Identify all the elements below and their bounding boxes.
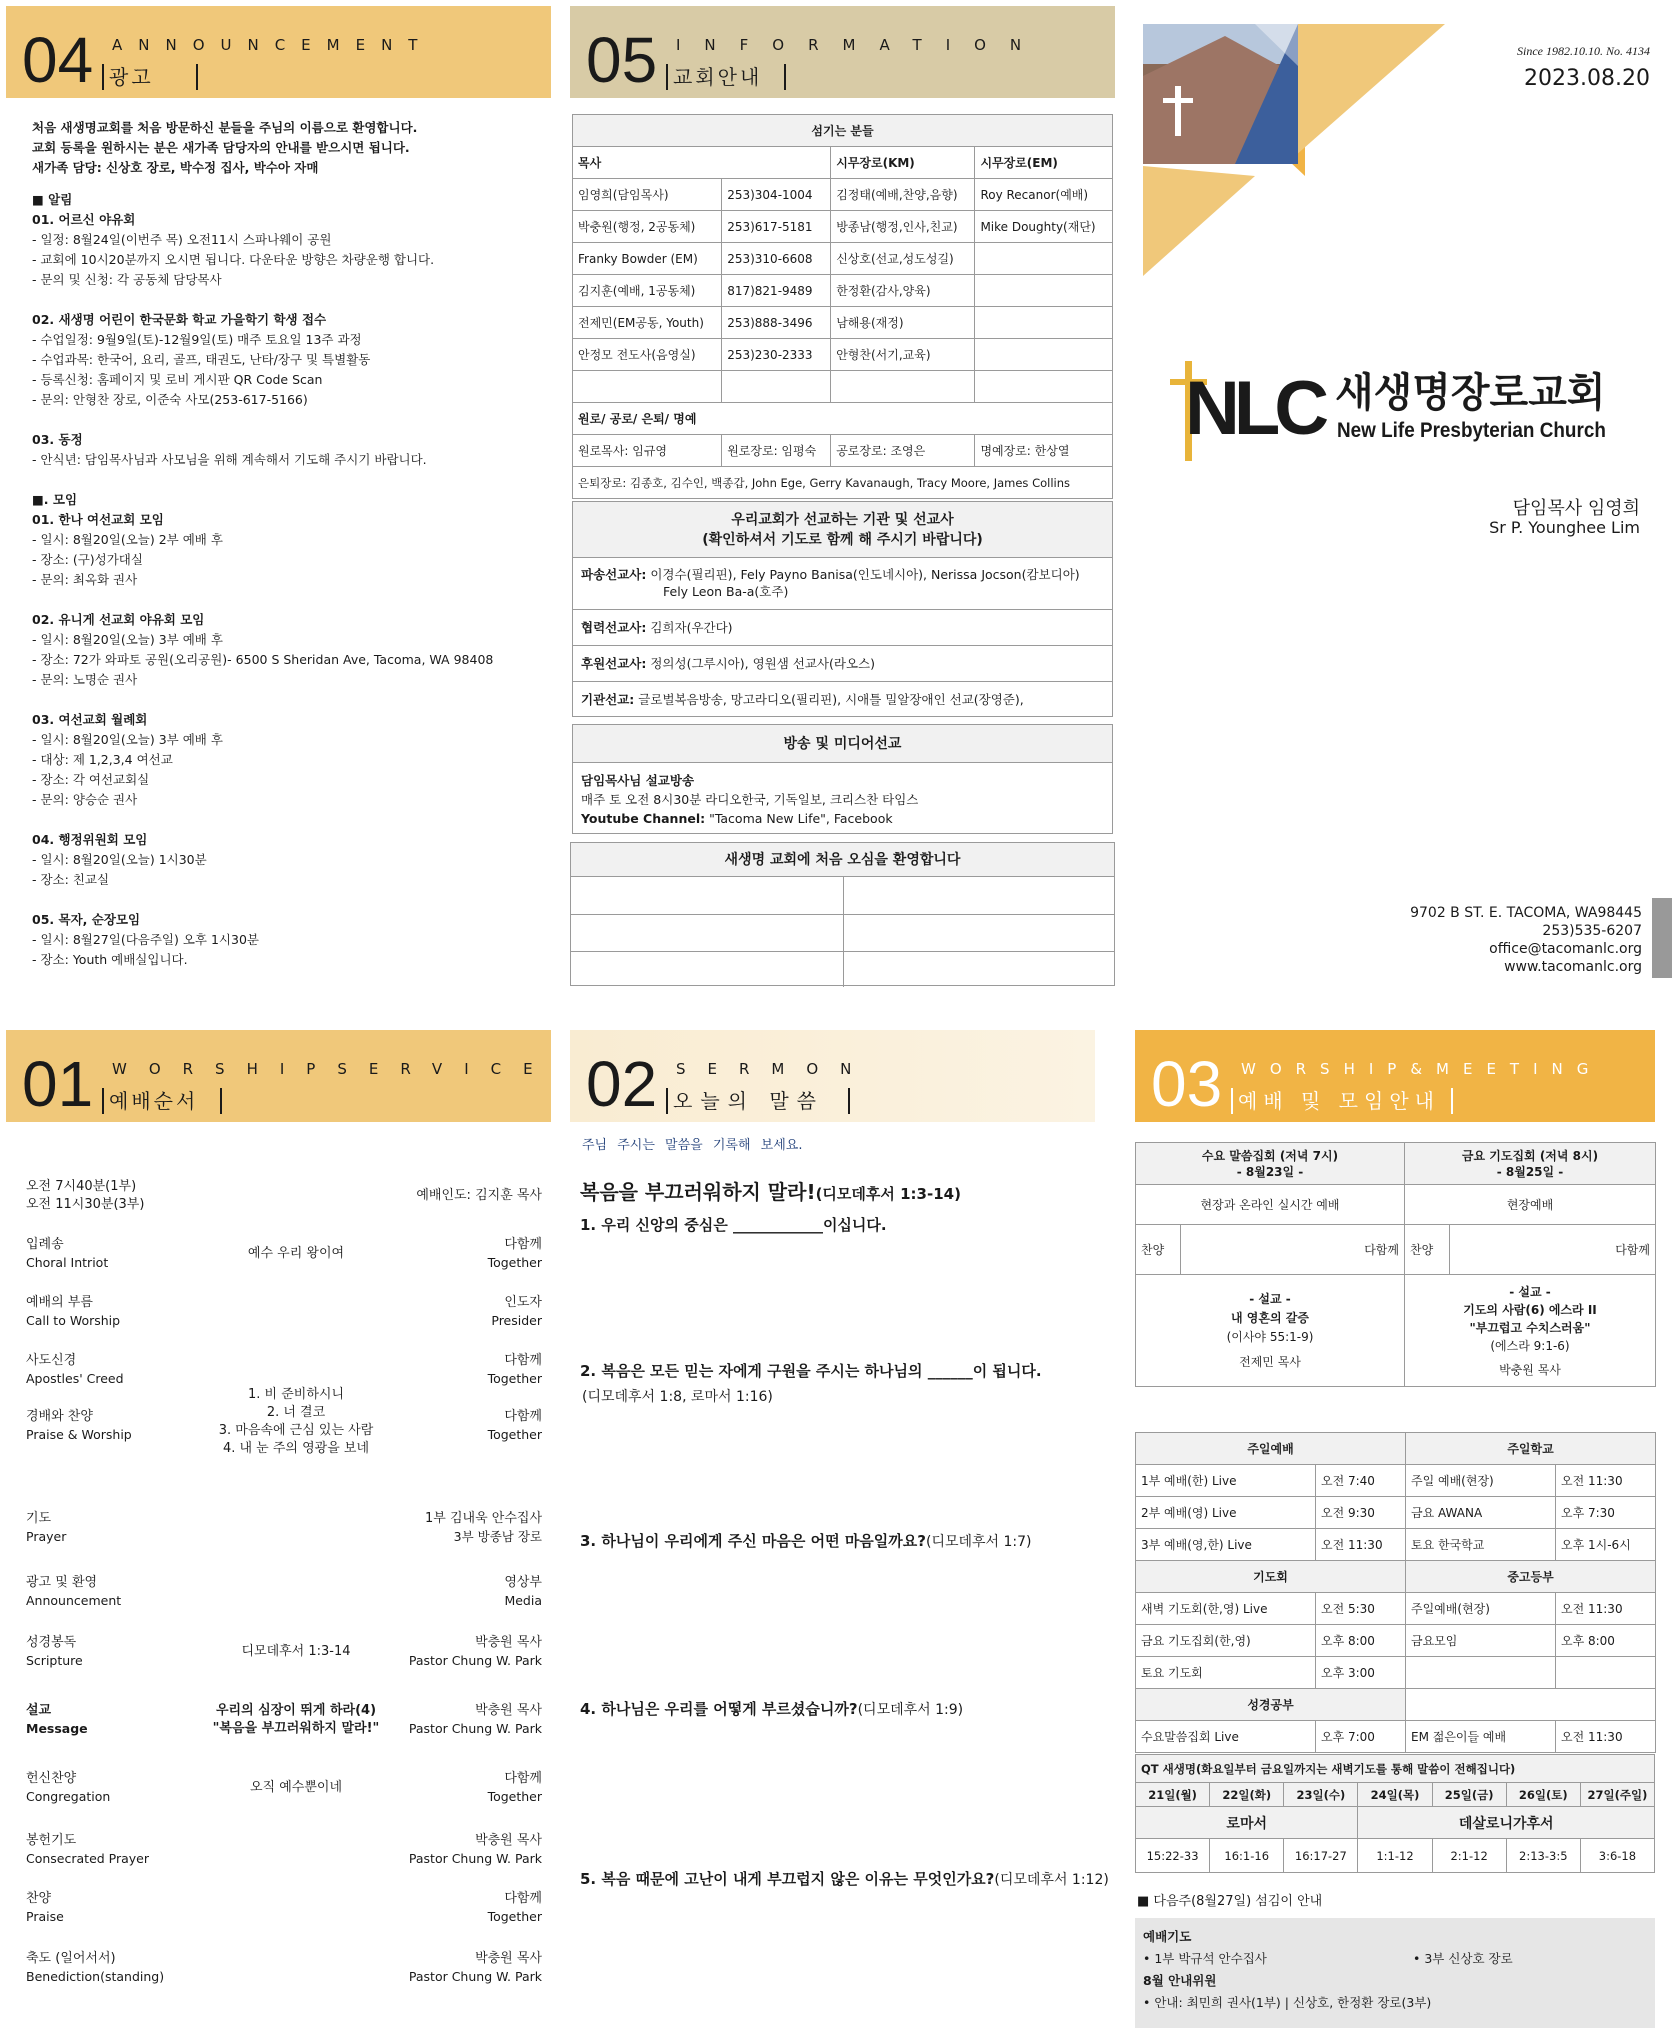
section-kor-title: 예배순서	[109, 1089, 199, 1113]
section-number: 03	[1151, 1048, 1223, 1120]
bulletin-date: 2023.08.20	[1524, 66, 1650, 91]
church-address: 9702 B ST. E. TACOMA, WA98445 253)535-6207 office@tacomanlc.org www.tacomanlc.org	[1410, 905, 1642, 975]
sermon-question: 2. 복음은 모든 믿는 자에게 구원을 주시는 하나님의 ______이 됩니다.	[580, 1362, 1042, 1380]
servants-box: 예배기도 • 1부 박규석 안수집사 • 3부 신상호 장로 8월 안내위원 • 안내: 최민희 권사(1부) | 신상호, 한정환 장로(3부)	[1135, 1918, 1655, 2028]
section-kor-title: 예배 및 모임안내	[1238, 1089, 1440, 1113]
table-row: 새벽 기도회(한,영) Live 오전 5:30 주일예배(현장) 오전 11:30	[1136, 1593, 1656, 1625]
welcome-title: 새생명 교회에 처음 오심을 환영합니다	[571, 843, 1114, 877]
section-eng-title: INFORMATION	[676, 36, 1046, 54]
intro-line: 처음 새생명교회를 처음 방문하신 분들을 주님의 이름으로 환영합니다.	[32, 120, 418, 135]
meetings-panel	[1135, 1030, 1655, 2040]
meetings-header	[1135, 1030, 1655, 1122]
notice-item: 01. 어르신 야유회 - 일정: 8월24일(이번주 목) 오전11시 스파나웨이 공원 - 교회에 10시20분까지 오시면 됩니다. 다운타운 방향은 차량운행 합니다. - 문의 및 신청: 각 공동체 담당목사	[32, 212, 435, 287]
intro-line: 새가족 담당: 신상호 장로, 박수정 집사, 박수아 자매	[32, 160, 319, 175]
meeting-item: 04. 행정위원회 모임 - 일시: 8월20일(오늘) 1시30분 - 장소: 친교실	[32, 832, 207, 887]
meeting-item: 02. 유니게 선교회 야유회 모임 - 일시: 8월20일(오늘) 3부 예배 후 - 장소: 72가 와파토 공원(오리공원)- 6500 S Sheridan Ave, Tacoma, WA 98408 - 문의: 노명순 권사	[32, 612, 494, 687]
table-row: 1부 예배(한) Live 오전 7:40 주일 예배(현장) 오전 11:30	[1136, 1465, 1656, 1497]
sermon-title: 복음을 부끄러워하지 말라!(디모데후서 1:3-14)	[580, 1180, 961, 1204]
intro-line: 교회 등록을 원하시는 분은 새가족 담당자의 안내를 받으시면 됩니다.	[32, 140, 410, 155]
church-kor-name: 새생명장로교회	[1335, 370, 1606, 416]
side-bar	[1652, 898, 1672, 978]
announcement-panel	[6, 6, 551, 1006]
announcement-header	[6, 6, 551, 98]
section-eng-title: WORSHIP&MEETING	[1241, 1060, 1603, 1078]
table-row: 은퇴장로: 김종호, 김수인, 백종갑, John Ege, Gerry Kavanaugh, Tracy Moore, James Collins	[573, 467, 1113, 499]
table-row: 원로목사: 임규영 원로장로: 임평숙 공로장로: 조영은 명예장로: 한상열	[573, 435, 1113, 467]
sermon-question: 3. 하나님이 우리에게 주신 마음은 어떤 마음일까요?(디모데후서 1:7)	[580, 1532, 1032, 1550]
missions-title: 우리교회가 선교하는 기관 및 선교사	[731, 512, 954, 528]
missions-subtitle: (확인하셔서 기도로 함께 해 주시기 바랍니다)	[702, 532, 983, 548]
announcement-body	[32, 118, 547, 970]
meeting-item: 01. 한나 여선교회 모임 - 일시: 8월20일(오늘) 2부 예배 후 - 장소: (구)성가대실 - 문의: 최옥화 권사	[32, 512, 223, 587]
table-row: 임영희(담임목사) 253)304-1004 김정태(예배,찬양,음향) Roy Recanor(예배)	[573, 179, 1113, 211]
section-number: 04	[22, 24, 94, 96]
wednesday-sermon: - 설교 - 내 영혼의 갈증 (이사야 55:1-9) 전제민 목사	[1136, 1275, 1405, 1387]
midweek-table: 수요 말씀집회 (저녁 7시) - 8월23일 - 금요 기도집회 (저녁 8시) - 8월25일 - 현장과 온라인 실시간 예배 현장예배 찬양 다함께 찬양 다함께 - 설교 - 내 영혼의 갈증 (이사야 55:1-9) 전제민 목사 - 설교 - 기도의 사람(6) 에스라 II "부끄럽고 수치스러움" (에스라 9:1-6) 박충원 목사	[1135, 1142, 1656, 1387]
cover-panel	[1135, 6, 1680, 996]
qt-table: QT 새생명(화요일부터 금요일까지는 새벽기도를 통해 말씀이 전해집니다) 21일(월) 22일(화) 23일(수) 24일(목) 25일(금) 26일(토) 27일(주일) 로마서 데살로니가후서 15:22-33 16:1-16 16:17-27 1:1-12 2:1-12 2:13-3:5 3:6-18	[1135, 1754, 1655, 1873]
table-row: Franky Bowder (EM) 253)310-6608 신상호(선교,성도성길)	[573, 243, 1113, 275]
section-number: 05	[586, 24, 658, 96]
notice-item: 03. 동정 - 안식년: 담임목사님과 사모님을 위해 계속해서 기도해 주시기 바랍니다.	[32, 432, 427, 467]
sermon-question: 1. 우리 신앙의 중심은 ____________이십니다.	[580, 1216, 887, 1234]
table-row: 안정모 전도사(음영실) 253)230-2333 안형찬(서기,교육)	[573, 339, 1113, 371]
church-logo	[1165, 361, 1635, 481]
mission-row: 기관선교: 글로벌복음방송, 망고라디오(필리핀), 시애틀 밀알장애인 선교(장영준),	[581, 692, 1024, 707]
table-row: 3부 예배(영,한) Live 오전 11:30 토요 한국학교 오후 1시-6시	[1136, 1529, 1656, 1561]
meeting-item: 03. 여선교회 월례회 - 일시: 8월20일(오늘) 3부 예배 후 - 대상: 제 1,2,3,4 여선교 - 장소: 각 여선교회실 - 문의: 양승순 권사	[32, 712, 223, 807]
mission-row: 협력선교사: 김희자(우간다)	[573, 610, 1112, 646]
staff-title: 섬기는 분들	[573, 115, 1113, 147]
missions-box	[572, 501, 1113, 717]
friday-sermon: - 설교 - 기도의 사람(6) 에스라 II "부끄럽고 수치스러움" (에스라 9:1-6) 박충원 목사	[1405, 1275, 1656, 1387]
worship-leader: 예배인도: 김지훈 목사	[416, 1188, 542, 1203]
meeting-item: 05. 목자, 순장모임 - 일시: 8월27일(다음주일) 오후 1시30분 - 장소: Youth 예배실입니다.	[32, 912, 259, 967]
table-row: 수요말씀집회 Live 오후 7:00 EM 젊은이들 예배 오전 11:30	[1136, 1721, 1656, 1753]
meeting-heading: ■. 모임	[32, 492, 78, 507]
media-box: 방송 및 미디어선교 담임목사님 설교방송 매주 토 오전 8시30분 라디오한국, 기독일보, 크리스찬 타임스 Youtube Channel: "Tacoma New Life", Facebook	[572, 724, 1113, 834]
table-row: 2부 예배(영) Live 오전 9:30 금요 AWANA 오후 7:30	[1136, 1497, 1656, 1529]
information-header	[570, 6, 1115, 98]
schedule-table: 주일예배 주일학교 1부 예배(한) Live 오전 7:40 주일 예배(현장) 오전 11:30 2부 예배(영) Live 오전 9:30 금요 AWANA 오후 7:30 3부 예배(영,한) Live 오전 11:30 토요 한국학교 오후 1시-6시 기도회 중고등부 새벽 기도회(한,영) Live 오전 5:30 주일예배(현장) 오전 11:30 금요 기도집회(한,영) 오후 8:00 금요모임 오후 8:00 토요 기도회 오후 3:00 성경공부 수요말씀집회 Live 오후 7:00 EM 젊은이들 예배 오전 11:30	[1135, 1432, 1656, 1753]
section-eng-title: ANNOUNCEMENT	[112, 36, 434, 54]
table-row: 김지훈(예배, 1공동체) 817)821-9489 한정환(감사,양육)	[573, 275, 1113, 307]
church-eng-name: New Life Presbyterian Church	[1337, 419, 1606, 442]
notice-heading: ■ 알림	[32, 192, 73, 207]
section-number: 02	[586, 1048, 658, 1120]
table-row: 금요 기도집회(한,영) 오후 8:00 금요모임 오후 8:00	[1136, 1625, 1656, 1657]
sermon-prompt: 주님 주시는 말씀을 기록해 보세요.	[582, 1138, 803, 1153]
table-row: 토요 기도회 오후 3:00	[1136, 1657, 1656, 1689]
next-week-heading: ■ 다음주(8월27일) 섬김이 안내	[1137, 1894, 1323, 1909]
cover-graphic	[1135, 16, 1465, 286]
welcome-box	[570, 842, 1115, 986]
sermon-question-ref: (디모데후서 1:8, 로마서 1:16)	[582, 1389, 773, 1405]
section-eng-title: SERMON	[676, 1060, 874, 1078]
table-row: 박충원(행정, 2공동체) 253)617-5181 방종남(행정,인사,친교) Mike Doughty(재단)	[573, 211, 1113, 243]
elders-heading: 원로/ 공로/ 은퇴/ 명예	[573, 403, 1113, 435]
sermon-question: 4. 하나님은 우리를 어떻게 부르셨습니까?(디모데후서 1:9)	[580, 1700, 964, 1718]
sermon-header	[570, 1030, 1095, 1122]
staff-table: 섬기는 분들 목사 시무장로(KM) 시무장로(EM) 임영희(담임목사) 253)304-1004 김정태(예배,찬양,음향) Roy Recanor(예배) 박충원(행정, 2공동체) 253)617-5181 방종남(행정,인사,친교) Mike Doughty(재단) Franky Bowder (EM) 253)310-6608 신상호(선교,성도성길) 김지훈(예배, 1공동체) 817)821-9489 한정환(감사,양육) 전제민(EM공동, Youth) 253)888-3496 남해용(재정) 안정모 전도사(음영실) 253)230-2333 안형찬(서기,교육) 원로/ 공로/ 은퇴/ 명예 원로목사: 임규영 원로장로: 임평숙 공로장로: 조영은 명예장로: 한상열 은퇴장로: 김종호, 김수인, 백종갑, John Ege, Gerry Kavanaugh, Tracy Moore, James Collins	[572, 114, 1113, 499]
section-number: 01	[22, 1048, 94, 1120]
pastor-kor: 담임목사 임영희	[1512, 498, 1640, 519]
information-panel	[570, 6, 1115, 996]
section-kor-title: 오늘의 말씀	[673, 1089, 824, 1113]
since-label: Since 1982.10.10. No. 4134	[1517, 44, 1650, 58]
logo-letters: NLC	[1185, 366, 1324, 451]
worship-header	[6, 1030, 555, 1122]
notice-item: 02. 새생명 어린이 한국문화 학교 가을학기 학생 접수 - 수업일정: 9월9일(토)-12월9일(토) 매주 토요일 13주 과정 - 수업과목: 한국어, 요리, 골프, 태권도, 난타/장구 및 특별활동 - 등록신청: 홈페이지 및 로비 게시판 QR Code Scan - 문의: 안형찬 장로, 이준숙 사모(253-617-5166)	[32, 312, 371, 407]
media-title: 방송 및 미디어선교	[573, 725, 1112, 763]
section-kor-title: 교회안내	[673, 65, 763, 89]
section-kor-title: 광고	[109, 65, 154, 89]
section-eng-title: WORSHIPSERVICE	[112, 1060, 555, 1078]
mission-row: 파송선교사: 이경수(필리핀), Fely Payno Banisa(인도네시아), Nerissa Jocson(캄보디아) Fely Leon Ba-a(호주)	[573, 558, 1112, 610]
sermon-question: 5. 복음 때문에 고난이 내게 부끄럽지 않은 이유는 무엇인가요?(디모데후서 1:12)	[580, 1870, 1109, 1888]
pastor-eng: Sr P. Younghee Lim	[1489, 518, 1640, 537]
mission-row: 후원선교사: 정의성(그루시아), 영원샘 선교사(라오스)	[573, 646, 1112, 682]
table-row: 전제민(EM공동, Youth) 253)888-3496 남해용(재정)	[573, 307, 1113, 339]
